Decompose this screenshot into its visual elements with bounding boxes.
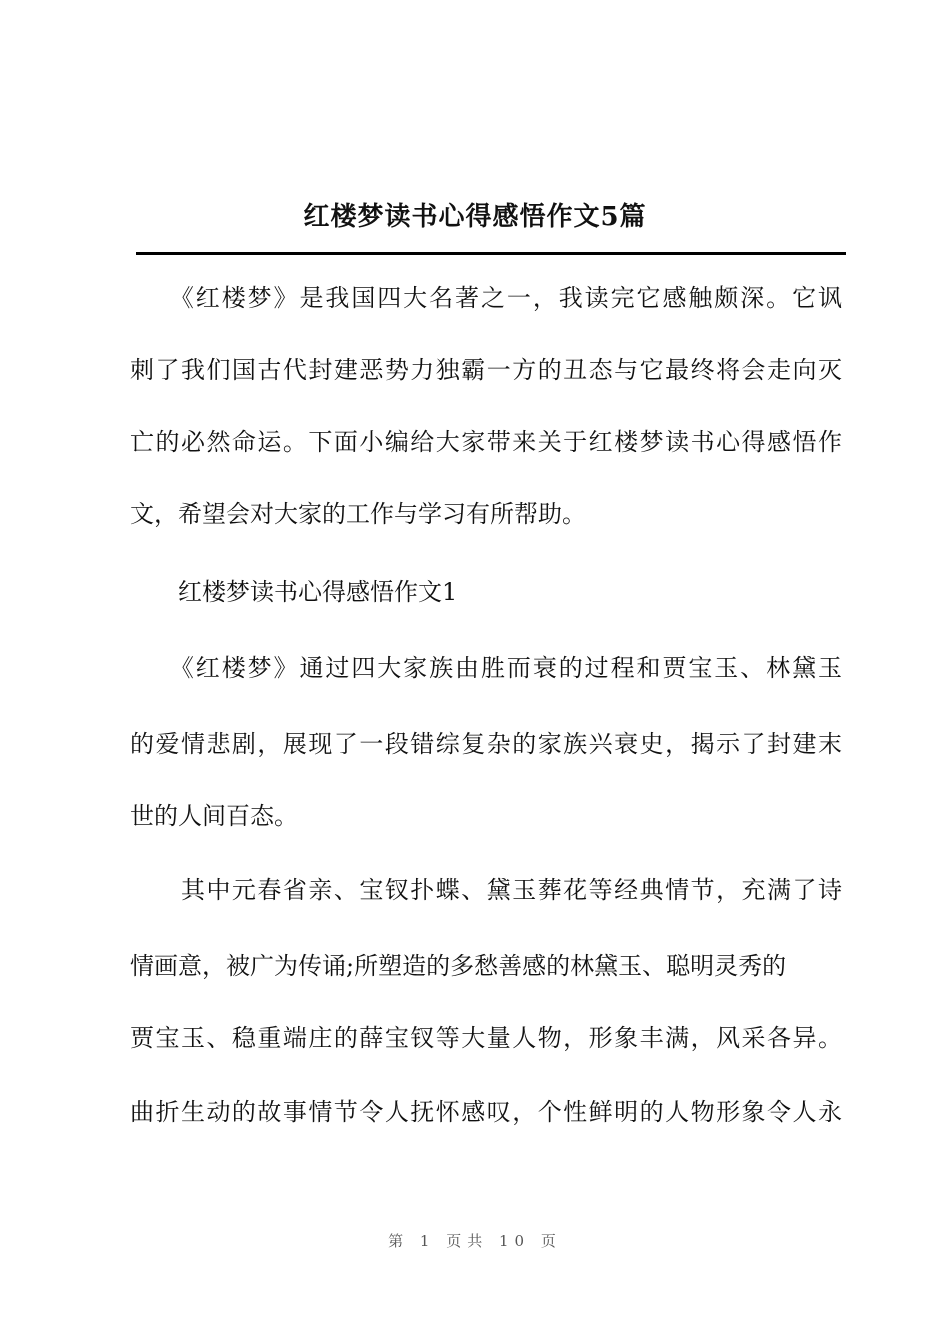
paragraph-line: 《红楼梦》通过四大家族由胜而衰的过程和贾宝玉、林黛玉 bbox=[130, 654, 842, 682]
section-heading: 红楼梦读书心得感悟作文1 bbox=[130, 578, 458, 606]
document-title: 红楼梦读书心得感悟作文5篇 bbox=[303, 202, 647, 232]
paragraph-line: 其中元春省亲、宝钗扑蝶、黛玉葬花等经典情节，充满了诗 bbox=[130, 876, 842, 904]
paragraph-line: 贾宝玉、稳重端庄的薛宝钗等大量人物，形象丰满，风采各异。 bbox=[130, 1024, 842, 1052]
paragraph-line: 情画意，被广为传诵;所塑造的多愁善感的林黛玉、聪明灵秀的 bbox=[130, 952, 787, 980]
paragraph-line: 《红楼梦》是我国四大名著之一，我读完它感触颇深。它讽 bbox=[130, 284, 842, 312]
paragraph-line: 曲折生动的故事情节令人抚怀感叹，个性鲜明的人物形象令人永 bbox=[130, 1098, 842, 1126]
paragraph-line: 的爱情悲剧，展现了一段错综复杂的家族兴衰史，揭示了封建末 bbox=[130, 730, 842, 758]
paragraph-line: 亡的必然命运。下面小编给大家带来关于红楼梦读书心得感悟作 bbox=[130, 428, 842, 456]
paragraph-line: 文，希望会对大家的工作与学习有所帮助。 bbox=[130, 500, 586, 528]
paragraph-line: 世的人间百态。 bbox=[130, 802, 298, 830]
paragraph-line: 刺了我们国古代封建恶势力独霸一方的丑态与它最终将会走向灭 bbox=[130, 356, 842, 384]
page-footer: 第 1 页共 10 页 bbox=[388, 1232, 562, 1250]
title-divider bbox=[136, 252, 846, 255]
